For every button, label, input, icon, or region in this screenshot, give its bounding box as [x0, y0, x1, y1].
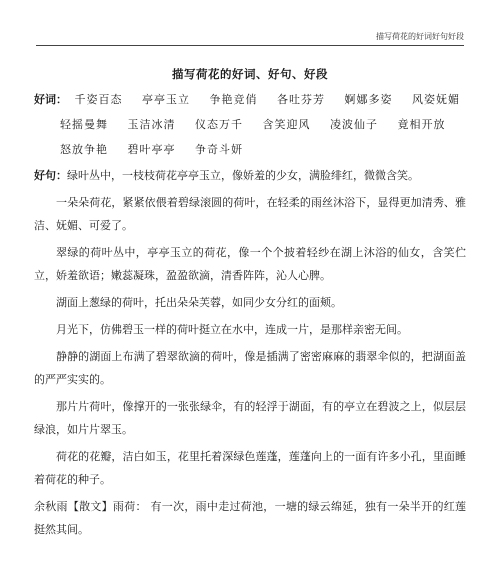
good-sentences-section — [34, 164, 466, 545]
word: 竟相开放 — [397, 118, 446, 131]
good-words-row-1 — [34, 90, 474, 115]
sentence-text: 绿叶丛中，一枝枝荷花亭亭玉立，像娇羞的少女，满脸绯红，微微含笑。 — [67, 169, 419, 182]
word: 轻摇曼舞 — [60, 118, 108, 131]
paragraph: 湖面上葱绿的荷叶，托出朵朵芙蓉，如同少女分红的面颊。 — [56, 296, 342, 309]
good-words-row-3 — [34, 140, 474, 165]
word: 含笑迎风 — [262, 118, 311, 131]
paragraph: 那片片荷叶，像撑开的一张张绿伞，有的轻浮于湖面，有的亭立在碧波之上，似层层绿浪，如片片翠玉。 — [34, 400, 466, 436]
word: 千姿百态 — [74, 93, 123, 106]
good-words-row-2 — [34, 115, 474, 140]
word: 争奇斗妍 — [195, 143, 243, 156]
paragraph: 翠绿的荷叶丛中，亭亭玉立的荷花，像一个个披着轻纱在湖上沐浴的仙女，含笑伫立，娇羞欲语；嫩蕊凝珠，盈盈欲滴，清香阵阵，沁人心脾。 — [34, 246, 466, 282]
word: 仪态万千 — [195, 118, 243, 131]
paragraph: 荷花的花瓣，洁白如玉，花里托着深绿色莲蓬，莲蓬向上的一面有许多小孔，里面睡着荷花的种子。 — [34, 450, 466, 486]
word: 婀娜多姿 — [344, 93, 393, 106]
word: 碧叶亭亭 — [127, 143, 176, 156]
word: 亭亭玉立 — [142, 93, 190, 106]
good-words-section — [34, 90, 474, 165]
good-sentences-first — [34, 164, 466, 187]
paragraph: 月光下，仿佛碧玉一样的荷叶挺立在水中，连成一片，是那样亲密无间。 — [56, 323, 408, 336]
good-words-label: 好词： — [34, 93, 67, 106]
word: 争艳竞俏 — [209, 93, 258, 106]
good-sentences-label: 好句： — [34, 169, 67, 182]
paragraph-essay-quote: 余秋雨【散文】雨荷： 有一次，雨中走过荷池，一塘的绿云绵延，独有一朵半开的红莲挺然其间。 — [34, 500, 466, 536]
header-divider — [36, 45, 464, 46]
word: 玉洁冰清 — [127, 118, 176, 131]
paragraph: 静静的湖面上布满了碧翠欲滴的荷叶，像是插满了密密麻麻的翡翠伞似的，把湖面盖的严严实实的。 — [34, 350, 466, 386]
running-header: 描写荷花的好词好句好段 — [376, 32, 464, 41]
word: 凌波仙子 — [330, 118, 378, 131]
word: 风姿妩媚 — [412, 93, 460, 106]
document-title: 描写荷花的好词、好句、好段 — [172, 67, 328, 81]
word: 各吐芬芳 — [277, 93, 325, 106]
paragraph: 一朵朵荷花，紧紧依偎着碧绿滚圆的荷叶，在轻柔的雨丝沐浴下，显得更加清秀、雅洁、妩媚、可爱了。 — [34, 196, 466, 232]
word: 怒放争艳 — [60, 143, 108, 156]
